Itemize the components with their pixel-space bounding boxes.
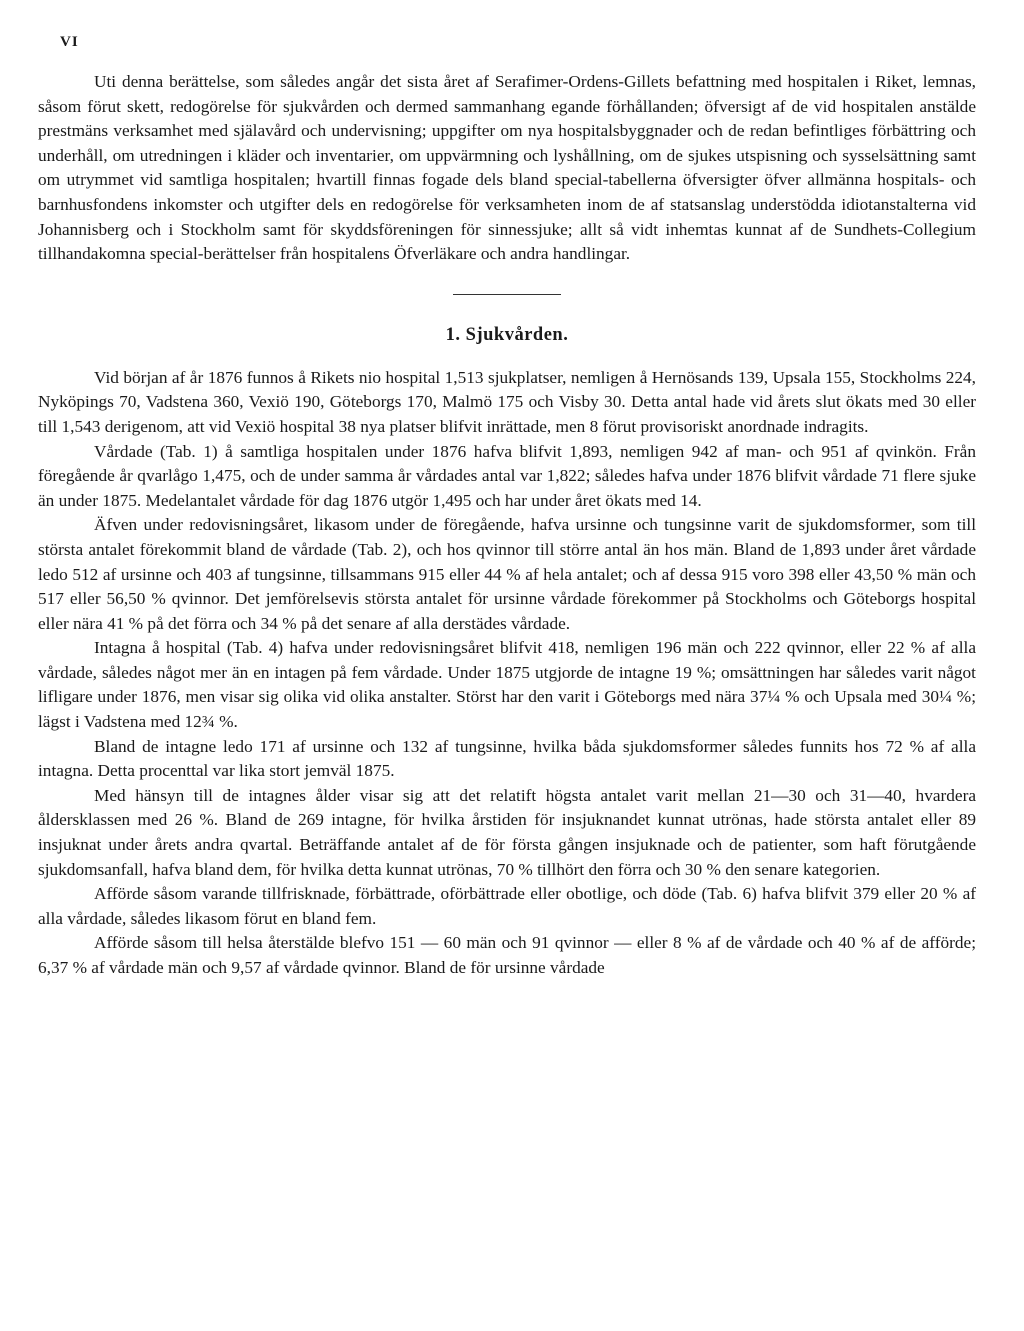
- intro-paragraph: Uti denna berättelse, som således angår det sista året af Serafimer-Ordens-Gillets befattning med hospitalen i Riket, lemnas, såsom förut skett, redogörelse för sjukvården och dermed sammanhang egande förhållanden; öfversigt af de vid hospitalen anstälde prestmäns verksamhet med själavård och undervisning; uppgifter om nya hospitalsbyggnader och de redan befintliges förbättring och underhåll, om utredningen i kläder och inventarier, om uppvärmning och lyshållning, om de sjukes utspisning och sysselsättning samt om utrymmet vid samtliga hospitalen; hvartill finnas fogade dels bland special-tabellerna öfversigter öfver allmänna hospitals- och barnhusfondens inkomster och utgifter dels en redogörelse för verksamheten inom de af statsanslag understödda idiotanstalterna vid Johannisberg och i Stockholm samt för skyddsföreningen för sinnessjuke; allt så vidt inhemtas kunnat af de Sundhets-Collegium tillhandakomna special-berättelser från hospitalens Öfverläkare och andra handlingar.: [38, 72, 976, 264]
- paragraph-afforde: Afförde såsom varande tillfrisknade, förbättrade, oförbättrade eller obotlige, och döde (Tab. 6) hafva blifvit 379 eller 20 % af alla vårdade, således likasom förut en bland fem.: [38, 884, 976, 928]
- paragraph-vardade: Vårdade (Tab. 1) å samtliga hospitalen under 1876 hafva blifvit 1,893, nemligen 942 af man- och 951 af qvinkön. Från föregående år qvarlågo 1,475, och de under samma år vårdades antal var 1,822; således hafva under 1876 blifvit vårdade 71 flere sjuke än under 1875. Medelantalet vårdade för dag 1876 utgör 1,495 och har under året ökats med 14.: [38, 441, 976, 510]
- paragraph-intagna: Intagna å hospital (Tab. 4) hafva under redovisningsåret blifvit 418, nemligen 196 män och 222 qvinnor, eller 22 % af alla vårdade, således något mer än en intagen på fem vårdade. Under 1875 utgjorde de intagne 19 %; omsättningen har således varit något lifligare under 1876, men visar sig olika vid olika anstalter. Störst har den varit i Göteborgs med nära 37¼ % och Upsala med 30¼ %; lägst i Vadstena med 12¾ %.: [38, 638, 976, 732]
- paragraph-aterstalde: Afförde såsom till helsa återstälde blefvo 151 — 60 män och 91 qvinnor — eller 8 % af de vårdade och 40 % af de afförde; 6,37 % af vårdade män och 9,57 af vårdade qvinnor. Bland de för ursinne vårdade: [38, 933, 976, 977]
- section-divider: [453, 294, 561, 295]
- paragraph-intagne-sjukdomar: Bland de intagne ledo 171 af ursinne och 132 af tungsinne, hvilka båda sjukdomsformer således funnits hos 72 % af alla intagna. Detta procenttal var lika stort jemväl 1875.: [38, 736, 976, 781]
- paragraph-sjukplatser: Vid början af år 1876 funnos å Rikets nio hospital 1,513 sjukplatser, nemligen å Hernösands 139, Upsala 155, Stockholms 224, Nyköpings 70, Vadstena 360, Vexiö 190, Göteborgs 170, Malmö 175 och Visby 30. Detta antal hade vid årets slut ökats med 30 eller till 1,543 derigenom, att vid Vexiö hospital 38 nya platser blifvit inrättade, men 8 förut provisoriskt anordnade indragits.: [38, 367, 976, 436]
- paragraph-sjukdomsformer: Äfven under redovisningsåret, likasom under de föregående, hafva ursinne och tungsinne varit de sjukdomsformer, som till största antalet förekommit bland de vårdade (Tab. 2), och hos qvinnor till större antal än hos män. Bland de 1,893 under året vårdade ledo 512 af ursinne och 403 af tungsinne, tillsammans 915 eller 44 % af hela antalet; och af dessa 915 voro 398 eller 43,50 % män och 517 eller 56,50 % qvinnor. Det jemförelsevis största antalet för ursinne vårdade förekommer på Stockholms och Göteborgs hospital eller nära 41 % på det förra och 34 % på det senare af alla derstädes vårdade.: [38, 515, 976, 633]
- section-heading: [38, 325, 976, 346]
- page-number: VI: [60, 34, 79, 50]
- paragraph-alder: Med hänsyn till de intagnes ålder visar sig att det relatift högsta antalet varit mellan 21—30 och 31—40, hvardera åldersklassen med 26 %. Bland de 269 intagne, för hvilka årstiden för insjuknandet kunnat utrönas, hade största antalet eller 89 insjuknat under årets andra qvartal. Beträffande antalet af de för första gången insjuknade och de patienter, som haft förutgående sjukdomsanfall, hafva bland dem, för hvilka detta kunnat utrönas, 70 % tillhört den förra och 30 % den senare kategorien.: [38, 785, 976, 879]
- section-title: Sjukvården.: [465, 324, 569, 345]
- page-content: [38, 70, 976, 981]
- section-number: 1.: [445, 324, 461, 345]
